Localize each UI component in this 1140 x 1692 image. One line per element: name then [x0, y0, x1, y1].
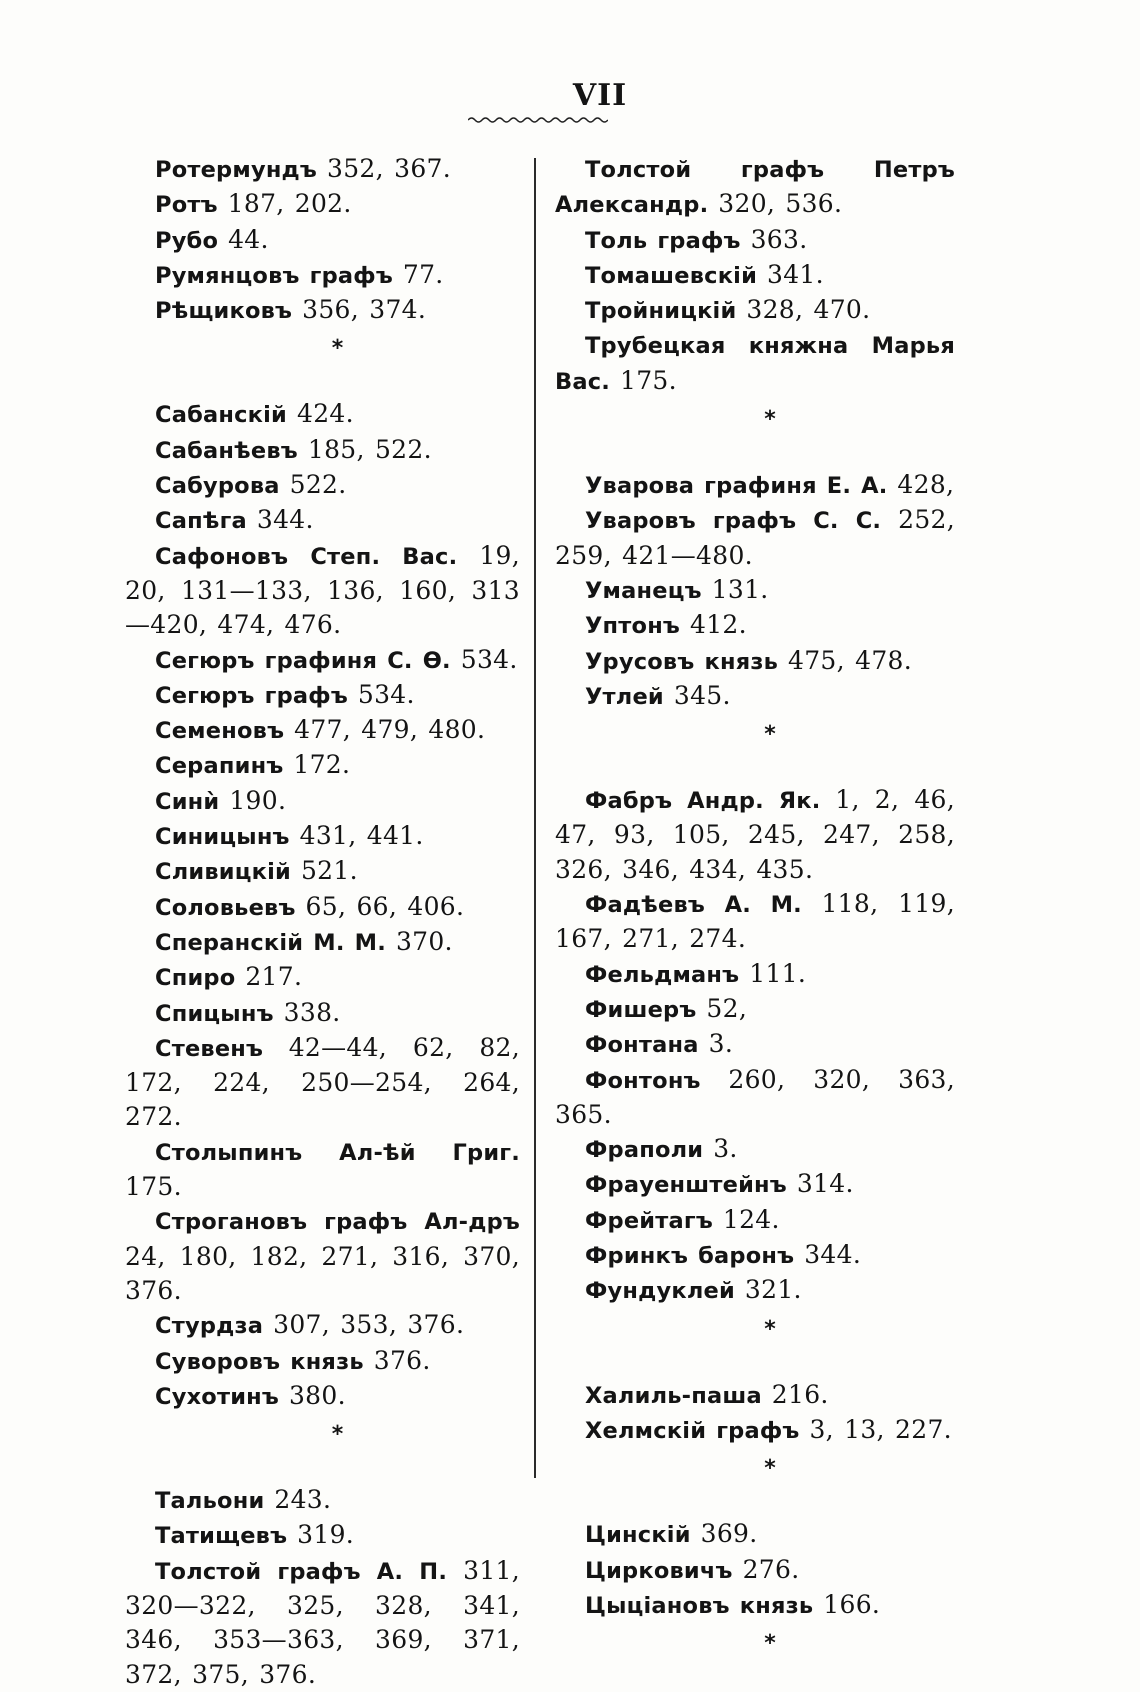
entry-pages: 175. — [619, 365, 677, 395]
index-entry — [125, 1204, 520, 1308]
index-entry — [125, 1518, 520, 1553]
index-entry — [125, 397, 520, 432]
entry-pages: 412. — [690, 610, 747, 640]
index-entry — [555, 1063, 955, 1133]
entry-pages: 260, 320, 363, 365. — [555, 1064, 955, 1129]
entry-pages: 345. — [673, 680, 731, 710]
entry-pages: 344. — [256, 505, 314, 535]
entry-name: Сегюръ графъ — [155, 682, 348, 709]
index-entry — [125, 713, 520, 748]
entry-name: Тройницкій — [585, 298, 737, 325]
entry-name: Цыціановъ князь — [585, 1592, 814, 1619]
index-entry — [125, 1483, 520, 1518]
entry-pages: 319. — [297, 1520, 355, 1550]
entry-pages: 424. — [296, 399, 354, 429]
entry-pages: 338. — [283, 997, 341, 1027]
index-entry — [555, 223, 955, 258]
entry-name: Сапѣга — [155, 508, 247, 535]
index-entry — [125, 890, 520, 925]
index-entry — [555, 887, 955, 957]
entry-pages: 217. — [245, 962, 303, 992]
index-entry — [125, 1135, 520, 1205]
entry-name: Тальони — [155, 1488, 265, 1515]
index-entry — [125, 293, 520, 328]
index-entry — [555, 957, 955, 992]
entry-pages: 321. — [744, 1275, 802, 1305]
entry-pages: 307, 353, 376. — [273, 1310, 465, 1340]
entry-pages: 65, 66, 406. — [305, 891, 465, 921]
entry-pages: 522. — [289, 470, 347, 500]
section-separator: * — [331, 1422, 344, 1448]
entry-name: Фундуклей — [585, 1278, 735, 1305]
entry-pages: 252, 259, 421—480. — [555, 505, 955, 570]
index-entry — [555, 1553, 955, 1588]
index-entry — [125, 784, 520, 819]
entry-name: Трубецкая княжна Марья Вас. — [555, 333, 955, 395]
entry-name: Хелмскій графъ — [585, 1417, 800, 1444]
entry-name: Сухотинъ — [155, 1383, 280, 1410]
index-entry — [555, 293, 955, 328]
entry-name: Синѝ — [155, 788, 220, 815]
index-entry — [125, 468, 520, 503]
entry-pages: 363. — [750, 224, 808, 254]
entry-name: Фринкъ баронъ — [585, 1243, 795, 1270]
entry-name: Фрейтагъ — [585, 1207, 713, 1234]
entry-name: Стевенъ — [155, 1035, 264, 1062]
entry-name: Сафоновъ Степ. Вас. — [155, 543, 458, 570]
index-entry — [125, 748, 520, 783]
entry-pages: 172. — [293, 750, 351, 780]
index-entry — [125, 1308, 520, 1343]
entry-pages: 118, 119, 167, 271, 274. — [555, 889, 955, 954]
entry-name: Халиль-паша — [585, 1382, 762, 1409]
entry-pages: 352, 367. — [327, 154, 451, 183]
entry-name: Рубо — [155, 227, 219, 254]
index-entry — [125, 187, 520, 222]
entry-pages: 521. — [300, 856, 358, 886]
entry-pages: 534. — [357, 679, 415, 709]
index-entry — [555, 608, 955, 643]
entry-name: Соловьевъ — [155, 894, 296, 921]
entry-name: Цинскій — [585, 1522, 691, 1549]
entry-name: Урусовъ князь — [585, 648, 779, 675]
entry-name: Утлей — [585, 683, 664, 710]
entry-name: Фраполи — [585, 1137, 704, 1164]
index-entry — [555, 1027, 955, 1062]
entry-name: Стурдза — [155, 1313, 264, 1340]
index-entry — [555, 152, 955, 223]
entry-name: Рѣщиковъ — [155, 298, 293, 325]
entry-name: Синицынъ — [155, 824, 290, 851]
index-column-left — [125, 152, 520, 1692]
section-separator: * — [764, 1316, 776, 1342]
index-entry — [125, 925, 520, 960]
entry-name: Фельдманъ — [585, 961, 740, 988]
entry-pages: 344. — [804, 1240, 862, 1270]
index-column-right — [555, 152, 955, 1692]
entry-name: Уварова графиня Е. А. — [585, 473, 888, 500]
index-entry — [555, 644, 955, 679]
entry-pages: 19, 20, 131—133, 136, 160, 313—420, 474, 476. — [125, 540, 520, 640]
index-entry — [555, 1588, 955, 1623]
entry-name: Толстой графъ Петръ Александр. — [555, 157, 955, 219]
index-entry — [555, 1203, 955, 1238]
entry-pages: 131. — [711, 574, 769, 604]
entry-name: Уптонъ — [585, 613, 681, 640]
entry-name: Строгановъ графъ Ал-дръ — [155, 1209, 520, 1236]
entry-name: Суворовъ князь — [155, 1348, 364, 1375]
entry-name: Сливицкій — [155, 859, 291, 886]
entry-name: Толь графъ — [585, 227, 741, 254]
index-entry — [125, 1031, 520, 1135]
entry-pages: 190. — [229, 785, 287, 815]
index-entry — [555, 992, 955, 1027]
entry-pages: 428, — [897, 470, 955, 500]
entry-pages: 534. — [460, 644, 518, 674]
entry-name: Фрауенштейнъ — [585, 1172, 787, 1199]
index-entry — [125, 152, 520, 187]
entry-name: Румянцовъ графъ — [155, 262, 393, 289]
index-entry — [555, 328, 955, 399]
entry-pages: 185, 522. — [307, 434, 432, 464]
entry-name: Спицынъ — [155, 1000, 274, 1027]
index-entry — [555, 573, 955, 608]
entry-pages: 370. — [395, 926, 453, 956]
entry-name: Толстой графъ А. П. — [155, 1558, 448, 1585]
entry-name: Ротъ — [155, 192, 218, 219]
entry-pages: 311, 320—322, 325, 328, 341, 346, 353—363, 369, 371, 372, 375, 376. — [125, 1555, 520, 1689]
entry-name: Фабръ Андр. Як. — [585, 788, 821, 815]
entry-name: Фонтонъ — [585, 1067, 701, 1094]
entry-pages: 475, 478. — [788, 645, 912, 675]
entry-name: Семеновъ — [155, 718, 285, 745]
entry-pages: 328, 470. — [746, 295, 871, 325]
entry-pages: 314. — [796, 1169, 854, 1199]
entry-pages: 276. — [742, 1554, 800, 1584]
index-entry — [125, 223, 520, 258]
section-separator: * — [764, 407, 776, 433]
entry-name: Фадѣевъ А. М. — [585, 892, 802, 919]
entry-pages: 431, 441. — [299, 821, 424, 851]
index-entry — [555, 1132, 955, 1167]
entry-pages: 77. — [402, 259, 444, 289]
entry-pages: 3. — [713, 1134, 738, 1164]
section-separator: * — [764, 1631, 776, 1657]
entry-name: Томашевскій — [585, 262, 758, 289]
entry-name: Сабурова — [155, 473, 280, 500]
entry-name: Цирковичъ — [585, 1557, 733, 1584]
entry-pages: 111. — [749, 958, 807, 988]
entry-name: Сабанскій — [155, 402, 288, 429]
entry-pages: 52, — [706, 993, 748, 1023]
entry-pages: 341. — [767, 259, 824, 289]
index-entry — [125, 678, 520, 713]
column-divider — [534, 158, 536, 1478]
index-entry — [555, 1413, 955, 1448]
index-entry — [125, 854, 520, 889]
entry-name: Фонтана — [585, 1032, 699, 1059]
entry-pages: 166. — [823, 1589, 881, 1619]
entry-pages: 187, 202. — [227, 189, 352, 219]
entry-pages: 124. — [722, 1204, 780, 1234]
entry-name: Татищевъ — [155, 1523, 288, 1550]
entry-pages: 24, 180, 182, 271, 316, 370, 376. — [125, 1241, 520, 1305]
index-entry — [555, 468, 955, 503]
section-separator: * — [764, 1456, 776, 1482]
entry-name: Фишеръ — [585, 996, 697, 1023]
index-entry — [125, 503, 520, 538]
entry-name: Столыпинъ Ал-ѣй Григ. — [155, 1139, 520, 1166]
entry-pages: 44. — [228, 224, 269, 254]
index-entry — [125, 258, 520, 293]
index-entry — [555, 1517, 955, 1552]
section-separator: * — [764, 722, 776, 748]
index-entry — [125, 539, 520, 643]
ornament-rule — [468, 116, 608, 124]
entry-name: Ротермундъ — [155, 157, 318, 183]
entry-pages: 356, 374. — [302, 295, 427, 325]
entry-name: Уваровъ графъ С. С. — [585, 508, 882, 535]
index-entry — [555, 258, 955, 293]
index-entry — [125, 1554, 520, 1692]
index-entry — [125, 1379, 520, 1414]
entry-pages: 1, 2, 46, 47, 93, 105, 245, 247, 258, 326, 346, 434, 435. — [555, 785, 955, 884]
index-entry — [125, 643, 520, 678]
entry-name: Сегюръ графиня С. Ѳ. — [155, 647, 451, 674]
page-number: VII — [572, 78, 628, 113]
index-entry — [125, 996, 520, 1031]
entry-pages: 380. — [288, 1380, 346, 1410]
entry-pages: 42—44, 62, 82, 172, 224, 250—254, 264, 272. — [125, 1032, 520, 1132]
entry-pages: 320, 536. — [718, 189, 843, 219]
index-entry — [555, 1167, 955, 1202]
entry-name: Сперанскій М. М. — [155, 929, 386, 956]
index-entry — [555, 783, 955, 887]
entry-pages: 3, 13, 227. — [809, 1414, 952, 1444]
entry-pages: 216. — [771, 1379, 829, 1409]
entry-pages: 369. — [700, 1519, 758, 1549]
index-entry — [555, 1378, 955, 1413]
entry-pages: 3. — [708, 1029, 734, 1059]
index-entry — [555, 1273, 955, 1308]
entry-name: Серапинъ — [155, 753, 284, 780]
index-entry — [125, 819, 520, 854]
entry-pages: 243. — [274, 1485, 332, 1515]
entry-pages: 477, 479, 480. — [294, 715, 486, 745]
index-entry — [125, 1344, 520, 1379]
index-entry — [555, 679, 955, 714]
entry-name: Уманецъ — [585, 577, 702, 604]
entry-name: Спиро — [155, 965, 236, 992]
index-entry — [555, 1238, 955, 1273]
index-entry — [125, 960, 520, 995]
index-entry — [555, 503, 955, 573]
entry-pages: 376. — [373, 1345, 431, 1375]
entry-pages: 175. — [125, 1172, 182, 1202]
entry-name: Сабанѣевъ — [155, 437, 298, 464]
section-separator: * — [331, 336, 344, 362]
index-entry — [125, 433, 520, 468]
